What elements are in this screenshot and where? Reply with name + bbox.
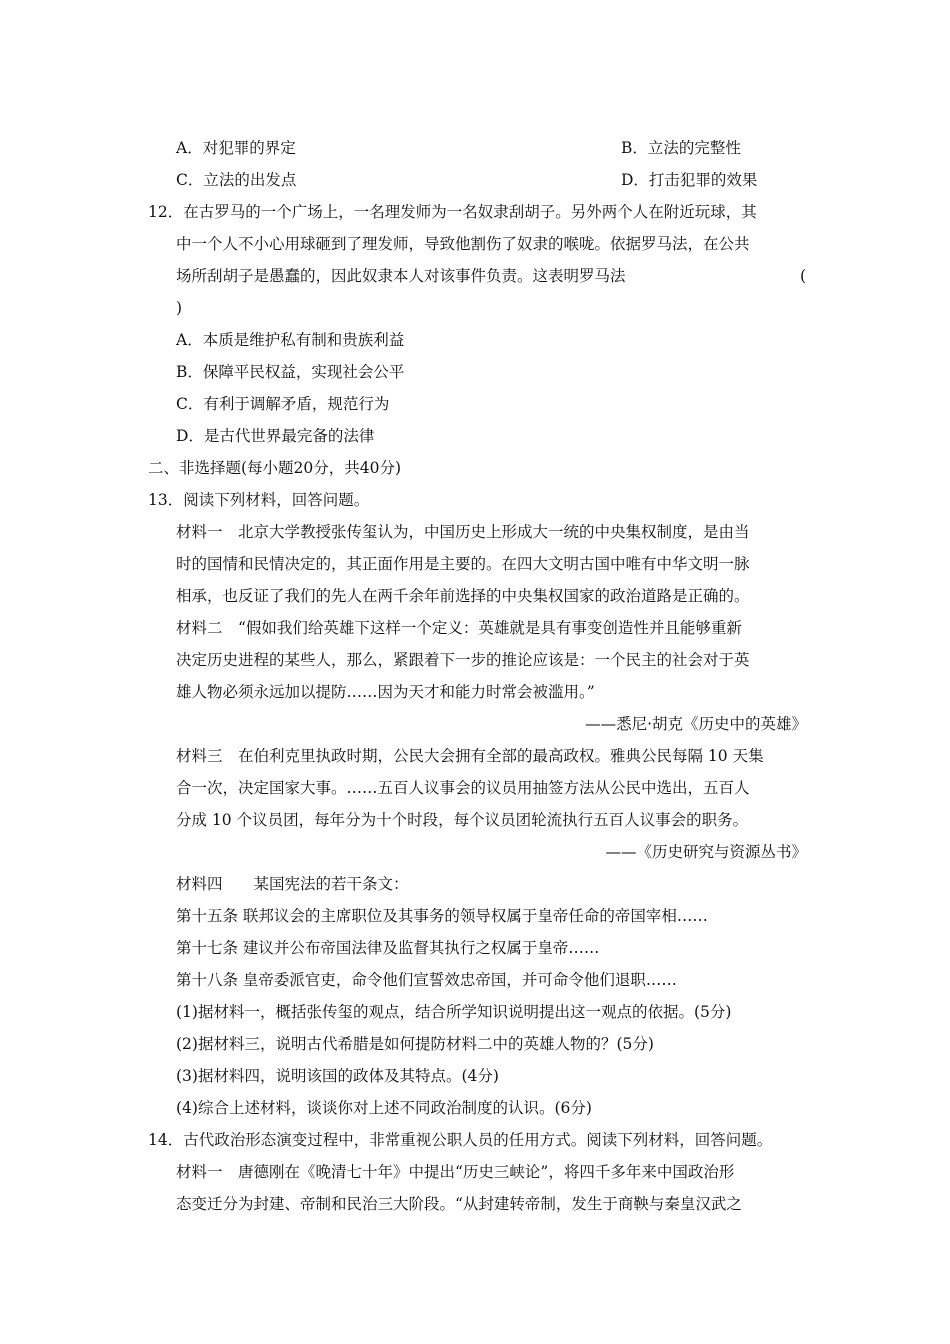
q13-stem: 13．阅读下列材料，回答问题。 xyxy=(148,491,370,509)
q13-material-2-line: 材料二 “假如我们给英雄下这样一个定义：英雄就是具有事变创造性并且能够重新 xyxy=(176,619,742,637)
q11-option-d: D．打击犯罪的效果 xyxy=(621,171,758,189)
q12-stem-line-3: 场所刮胡子是愚蠢的，因此奴隶本人对该事件负责。这表明罗马法 xyxy=(176,267,626,285)
q14-stem: 14．古代政治形态演变过程中，非常重视公职人员的任用方式。阅读下列材料，回答问题。 xyxy=(148,1131,773,1149)
q13-material-2-source: ——悉尼·胡克《历史中的英雄》 xyxy=(585,715,807,733)
q12-option-c: C．有利于调解矛盾，规范行为 xyxy=(176,395,390,413)
q13-material-2-line: 雄人物必须永远加以提防……因为天才和能力时常会被滥用。” xyxy=(176,683,595,701)
q14-material-1-line: 态变迁分为封建、帝制和民治三大阶段。“从封建转帝制，发生于商鞅与秦皇汉武之 xyxy=(176,1195,742,1213)
q13-material-1-line: 材料一 北京大学教授张传玺认为，中国历史上形成大一统的中央集权制度，是由当 xyxy=(176,523,750,541)
q11-options-row-1 xyxy=(176,138,741,158)
q11-options-row-2 xyxy=(176,170,758,190)
q12-stem-line-2: 中一个人不小心用球砸到了理发师，导致他割伤了奴隶的喉咙。依据罗马法，在公共 xyxy=(176,235,750,253)
q14-material-1-line: 材料一 唐德刚在《晚清七十年》中提出“历史三峡论”，将四千多年来中国政治形 xyxy=(176,1163,735,1181)
q11-option-c: C．立法的出发点 xyxy=(176,171,297,189)
q13-subquestion: (3)据材料四，说明该国的政体及其特点。(4分) xyxy=(176,1067,499,1085)
q12-option-b: B．保障平民权益，实现社会公平 xyxy=(176,363,405,381)
q13-material-3-line: 分成 10 个议员团，每年分为十个时段，每个议员团轮流执行五百人议事会的职务。 xyxy=(176,811,749,829)
section-heading: 二、非选择题(每小题20分，共40分) xyxy=(148,459,402,477)
q13-subquestion: (2)据材料三，说明古代希腊是如何提防材料二中的英雄人物的？(5分) xyxy=(176,1035,654,1053)
answer-paren-open: ( xyxy=(800,267,807,285)
answer-paren-close: ) xyxy=(176,299,183,317)
q11-option-b: B．立法的完整性 xyxy=(621,139,741,157)
q13-material-3-line: 合一次，决定国家大事。……五百人议事会的议员用抽签方法从公民中选出，五百人 xyxy=(176,779,750,797)
q13-material-3-source: ——《历史研究与资源丛书》 xyxy=(605,843,807,861)
q13-material-1-line: 相承，也反证了我们的先人在两千余年前选择的中央集权国家的政治道路是正确的。 xyxy=(176,587,750,605)
q13-material-4-line: 材料四 某国宪法的若干条文： xyxy=(176,875,409,893)
q13-subquestion: (4)综合上述材料，谈谈你对上述不同政治制度的认识。(6分) xyxy=(176,1099,592,1117)
q12-stem-line-1: 12．在古罗马的一个广场上，一名理发师为一名奴隶刮胡子。另外两个人在附近玩球，其 xyxy=(148,203,757,221)
q13-material-2-line: 决定历史进程的某些人，那么，紧跟着下一步的推论应该是：一个民主的社会对于英 xyxy=(176,651,750,669)
q13-material-4-line: 第十七条 建议并公布帝国法律及监督其执行之权属于皇帝…… xyxy=(176,939,600,957)
q13-material-4-line: 第十八条 皇帝委派官吏，命令他们宣誓效忠帝国，并可命令他们退职…… xyxy=(176,971,677,989)
q13-material-4-line: 第十五条 联邦议会的主席职位及其事务的领导权属于皇帝任命的帝国宰相…… xyxy=(176,907,708,925)
q12-option-d: D．是古代世界最完备的法律 xyxy=(176,427,375,445)
q11-option-a: A．对犯罪的界定 xyxy=(176,139,296,157)
q12-option-a: A．本质是维护私有制和贵族利益 xyxy=(176,331,405,349)
q13-material-3-line: 材料三 在伯利克里执政时期，公民大会拥有全部的最高政权。雅典公民每隔 10 天集 xyxy=(176,747,764,765)
q13-material-1-line: 时的国情和民情决定的，其正面作用是主要的。在四大文明古国中唯有中华文明一脉 xyxy=(176,555,750,573)
q13-subquestion: (1)据材料一，概括张传玺的观点，结合所学知识说明提出这一观点的依据。(5分) xyxy=(176,1003,732,1021)
